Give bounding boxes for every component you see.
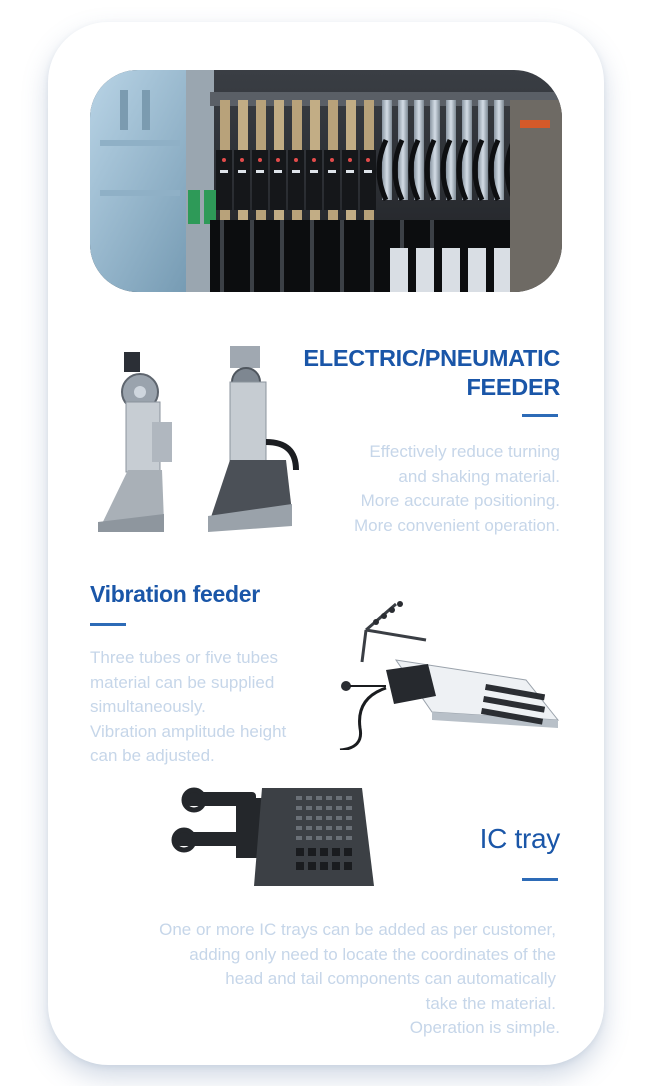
electric-feeder-illustration <box>90 342 310 532</box>
vibration-feeder-accent-line <box>90 623 126 626</box>
description-line: Effectively reduce turning <box>369 442 560 461</box>
description-line: adding only need to locate the coordinates of the <box>189 944 556 964</box>
vibration-feeder-illustration <box>336 600 562 750</box>
description-line: Three tubes or five tubes <box>90 648 279 667</box>
description-line: can be adjusted. <box>90 746 215 766</box>
ic-tray-accent-line <box>522 878 558 881</box>
smt-feeder-bank-photo <box>90 70 562 292</box>
description-line: One or more IC trays can be added as per customer, <box>159 920 556 939</box>
description-line: Vibration amplitude height <box>90 721 287 741</box>
description-line: head and tail components can automatically <box>225 969 556 989</box>
vibration-feeder-description <box>90 646 286 769</box>
ic-tray-title: IC tray <box>479 823 560 854</box>
ic-tray-description <box>159 918 560 1041</box>
description-line: and shaking material. <box>398 466 560 486</box>
description-line: More accurate positioning. <box>360 491 560 511</box>
description-line: simultaneously. <box>90 697 206 717</box>
description-line: material can be supplied <box>90 672 275 692</box>
description-line: take the material. <box>425 993 556 1013</box>
product-card <box>48 22 604 1065</box>
electric-feeder-title: ELECTRIC/PNEUMATIC FEEDER <box>303 345 560 400</box>
electric-feeder-description <box>354 440 560 538</box>
ic-tray-illustration <box>166 782 376 892</box>
description-line: Operation is simple. <box>409 1018 560 1038</box>
electric-feeder-accent-line <box>522 414 558 417</box>
description-line: More convenient operation. <box>353 515 560 535</box>
vibration-feeder-title: Vibration feeder <box>90 581 260 607</box>
